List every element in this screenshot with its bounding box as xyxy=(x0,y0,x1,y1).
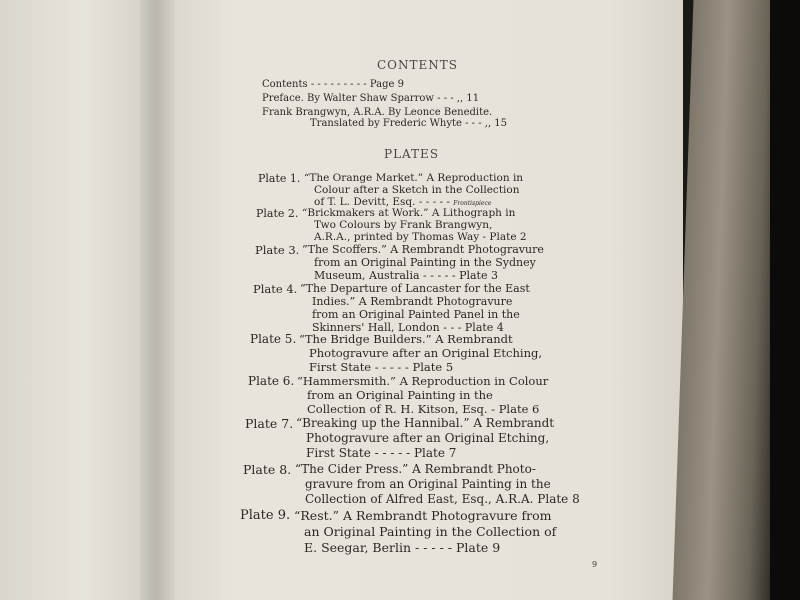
plate-label: Plate 9. xyxy=(240,508,291,523)
plate-label: Plate 7. xyxy=(245,416,294,431)
plate-label: Plate 3. xyxy=(255,243,300,257)
plate-line: First State - - - - - Plate 7 xyxy=(306,446,457,460)
plate-line: “The Departure of Lancaster for the East xyxy=(300,282,530,295)
plate-line: “The Cider Press.” A Rembrandt Photo- xyxy=(295,462,536,476)
plate-line: Indies.” A Rembrandt Photogravure xyxy=(312,295,513,308)
plate-line: Colour after a Sketch in the Collection xyxy=(314,184,520,196)
plate-description xyxy=(299,332,542,374)
left-page xyxy=(0,0,155,600)
plate-line: “Rest.” A Rembrandt Photogravure from xyxy=(294,508,552,523)
plate-line: from an Original Painted Panel in the xyxy=(312,308,520,321)
plate-line: A.R.A., printed by Thomas Way - Plate 2 xyxy=(314,231,527,243)
contents-heading: CONTENTS xyxy=(377,58,459,72)
plate-line: “Brickmakers at Work.” A Lithograph in xyxy=(302,207,516,219)
plate-line: Photogravure after an Original Etching, xyxy=(309,346,543,360)
plate-line: “Breaking up the Hannibal.” A Rembrandt xyxy=(296,416,555,430)
plate-description xyxy=(302,207,527,243)
plate-line: First State - - - - - Plate 5 xyxy=(309,360,454,374)
plate-description xyxy=(297,374,548,416)
plate-line: from an Original Painting in the Sydney xyxy=(314,256,536,269)
frontispiece-label: Frontispiece xyxy=(453,200,492,207)
plate-line: of T. L. Devitt, Esq. - - - - - Frontispiece xyxy=(314,196,492,208)
plate-label: Plate 8. xyxy=(243,462,292,477)
plate-label: Plate 2. xyxy=(256,207,299,220)
plate-line: “The Scoffers.” A Rembrandt Photogravure xyxy=(302,243,544,256)
plate-line: “The Bridge Builders.” A Rembrandt xyxy=(299,332,513,346)
plate-line: Photogravure after an Original Etching, xyxy=(306,431,550,445)
plate-label: Plate 4. xyxy=(253,282,298,296)
contents-entry: Contents - - - - - - - - - Page 9 xyxy=(262,79,404,90)
plate-description xyxy=(300,282,530,334)
contents-entry: Frank Brangwyn, A.R.A. By Leonce Benedite. xyxy=(262,107,493,118)
plate-line: from an Original Painting in the xyxy=(307,388,493,402)
plates-heading: PLATES xyxy=(384,147,440,161)
plate-label: Plate 1. xyxy=(258,172,301,185)
contents-entry-continuation: Translated by Frederic Whyte - - - ,, 15 xyxy=(310,118,508,129)
plate-description xyxy=(294,508,556,556)
plate-line: gravure from an Original Painting in the xyxy=(305,477,551,491)
plate-line: Museum, Australia - - - - - Plate 3 xyxy=(314,269,498,282)
plate-line: “The Orange Market.” A Reproduction in xyxy=(304,172,524,184)
plate-line: Skinners' Hall, London - - - Plate 4 xyxy=(312,321,504,334)
plate-description xyxy=(304,172,523,210)
plate-description xyxy=(296,416,554,461)
background-shadow xyxy=(770,0,800,600)
plate-description xyxy=(295,462,580,507)
book-gutter xyxy=(140,0,180,600)
plate-line: Collection of Alfred East, Esq., A.R.A. Plate 8 xyxy=(305,492,580,506)
contents-entry: Preface. By Walter Shaw Sparrow - - - ,, 11 xyxy=(262,93,480,104)
plate-line: E. Seegar, Berlin - - - - - Plate 9 xyxy=(304,540,501,555)
page-number: 9 xyxy=(592,560,598,569)
plate-line: an Original Painting in the Collection of xyxy=(304,524,557,539)
plate-description xyxy=(302,243,544,282)
plate-label: Plate 5. xyxy=(250,332,297,346)
plate-label: Plate 6. xyxy=(248,374,295,388)
plate-line: “Hammersmith.” A Reproduction in Colour xyxy=(297,374,549,388)
plate-line: Two Colours by Frank Brangwyn, xyxy=(314,219,493,231)
plate-line: Collection of R. H. Kitson, Esq. - Plate 6 xyxy=(307,402,540,416)
